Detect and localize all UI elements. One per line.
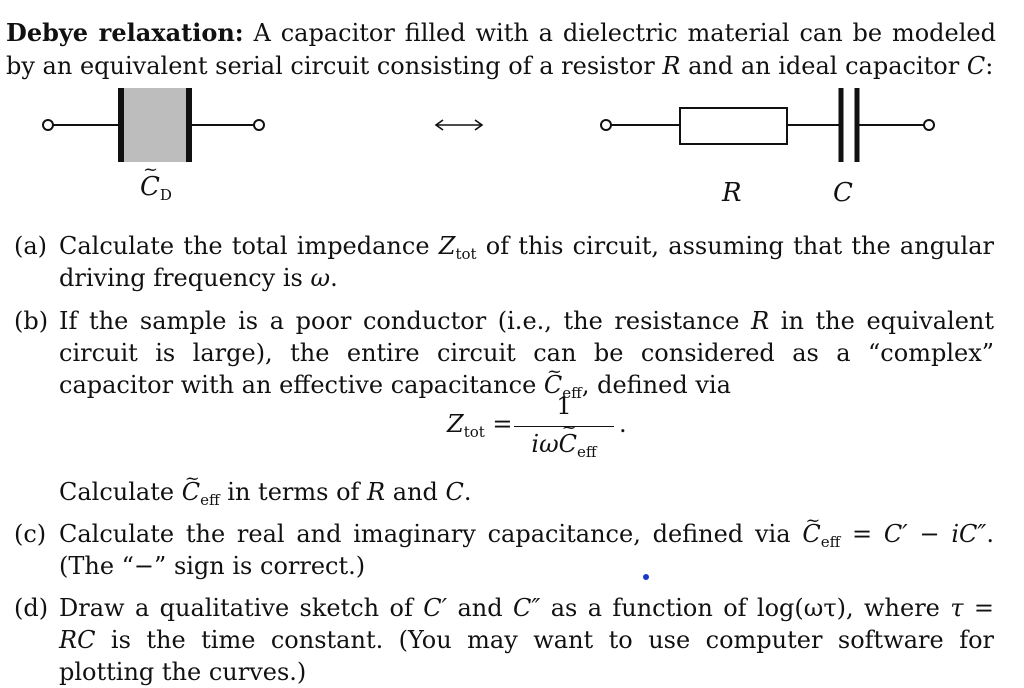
- C-eff-subscript: eff: [562, 384, 582, 402]
- C-prime: C′: [423, 594, 448, 622]
- question-c-text-2: . (The “−” sign is correct.): [59, 520, 995, 580]
- intro-title: Debye relaxation:: [6, 18, 244, 47]
- dielectric-capacitor-label: ~ $C_D$: [140, 172, 172, 202]
- resistor-label: R: [722, 178, 742, 208]
- eq-lhs: Z: [447, 410, 464, 438]
- annotation-dot: [643, 574, 649, 580]
- resistor-symbol: [680, 108, 787, 144]
- question-c-text-1: Calculate the real and imaginary capacitance, defined via: [59, 520, 791, 548]
- intro-end: :: [985, 52, 994, 80]
- question-d-text-2: and: [457, 594, 503, 622]
- question-b-text-1: If the sample is a poor conductor (i.e., the resistance: [59, 307, 740, 335]
- question-d: [14, 592, 994, 688]
- question-d-text-4: is the time constant. (You may want to use computer software for plotting the curves.): [59, 626, 994, 686]
- question-b-continued: Calculate ~ $C_{eff}$ in terms of R and C.: [14, 476, 994, 508]
- fraction-numerator: 1: [556, 392, 572, 420]
- intro-text-1: A capacitor filled with a dielectric material can be modeled by an equivalent serial circuit consisting of a resistor: [6, 19, 996, 80]
- question-number: (b): [14, 307, 49, 335]
- question-number: (d): [14, 594, 49, 622]
- question-a-text-1: Calculate the total impedance: [59, 232, 430, 260]
- rc-series-circuit: [601, 88, 934, 162]
- question-a: [14, 230, 994, 294]
- question-a-text-2: of this circuit, assuming that the angular driving frequency is: [59, 232, 994, 292]
- equivalence-arrow-icon: [436, 120, 482, 130]
- question-b-after-3: and: [392, 478, 438, 506]
- R-symbol: R: [751, 307, 770, 335]
- capacitance-definition: = C′ − iC″: [852, 520, 987, 548]
- Z-subscript: tot: [455, 245, 477, 263]
- fraction-denominator: iω~ $C_{eff}$: [514, 430, 614, 458]
- intro-text-2: and an ideal capacitor: [688, 52, 960, 80]
- Z-symbol: Z: [438, 232, 456, 260]
- question-b-text-3: , defined via: [581, 371, 731, 399]
- question-b-after-1: Calculate: [59, 478, 175, 506]
- question-b-text-2: in the equivalent circuit is large), the entire circuit can be considered as a “complex” capacitor with an effective capacitance: [59, 307, 995, 399]
- question-c: (c) Calculate the real and imaginary capacitance, defined via ~ $C_{eff} = C' - iC''$. (The “−” sign is correct.): [14, 518, 994, 582]
- intro-R: R: [662, 52, 681, 80]
- question-a-end: .: [330, 264, 338, 292]
- tau-definition: τ = RC: [59, 594, 995, 654]
- question-b-after-2: in terms of: [227, 478, 360, 506]
- capacitor-label: C: [833, 178, 853, 208]
- dielectric-capacitor-symbol: [43, 88, 264, 162]
- question-d-text-1: Draw a qualitative sketch of: [59, 594, 413, 622]
- C-double-prime: C″: [512, 594, 541, 622]
- question-number: (a): [14, 232, 48, 260]
- eq-equals: =: [492, 410, 513, 438]
- omega-symbol: ω: [310, 264, 331, 292]
- intro-C: C: [966, 52, 986, 80]
- question-number: (c): [14, 520, 47, 548]
- eq-period: .: [619, 410, 627, 438]
- C-eff-symbol: ~ C: [544, 369, 562, 401]
- intro-paragraph: [6, 16, 996, 83]
- eq-lhs-sub: tot: [463, 423, 485, 441]
- question-b: [14, 305, 994, 401]
- question-d-text-3: as a function of log(ωτ), where: [550, 594, 940, 622]
